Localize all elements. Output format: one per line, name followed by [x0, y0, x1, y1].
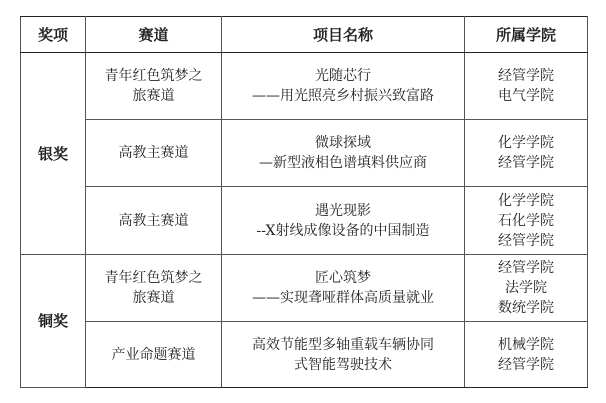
header-row	[21, 17, 588, 53]
college-cell: 机械学院 经管学院	[465, 322, 588, 388]
header-project: 项目名称	[222, 17, 465, 53]
college-cell: 经管学院 电气学院	[465, 53, 588, 120]
award-silver: 银奖	[21, 53, 86, 255]
header-track: 赛道	[86, 17, 222, 53]
track-cell: 青年红色筑梦之 旅赛道	[86, 53, 222, 120]
project-cell: 匠心筑梦 ——实现聋哑群体高质量就业	[222, 255, 465, 322]
table-row	[21, 255, 588, 322]
track-cell: 青年红色筑梦之 旅赛道	[86, 255, 222, 322]
college-cell: 化学学院 经管学院	[465, 120, 588, 187]
project-cell: 微球探域 —新型液相色谱填料供应商	[222, 120, 465, 187]
award-bronze: 铜奖	[21, 255, 86, 388]
awards-table	[20, 16, 588, 388]
header-college: 所属学院	[465, 17, 588, 53]
table-row	[21, 187, 588, 255]
college-cell: 化学学院 石化学院 经管学院	[465, 187, 588, 255]
header-award: 奖项	[21, 17, 86, 53]
table-row	[21, 120, 588, 187]
track-cell: 高教主赛道	[86, 187, 222, 255]
track-cell: 产业命题赛道	[86, 322, 222, 388]
project-cell: 高效节能型多轴重载车辆协同 式智能驾驶技术	[222, 322, 465, 388]
track-cell: 高教主赛道	[86, 120, 222, 187]
table-row	[21, 53, 588, 120]
table-row	[21, 322, 588, 388]
college-cell: 经管学院 法学院 数统学院	[465, 255, 588, 322]
project-cell: 光随芯行 ——用光照亮乡村振兴致富路	[222, 53, 465, 120]
project-cell: 遇光现影 --X射线成像设备的中国制造	[222, 187, 465, 255]
